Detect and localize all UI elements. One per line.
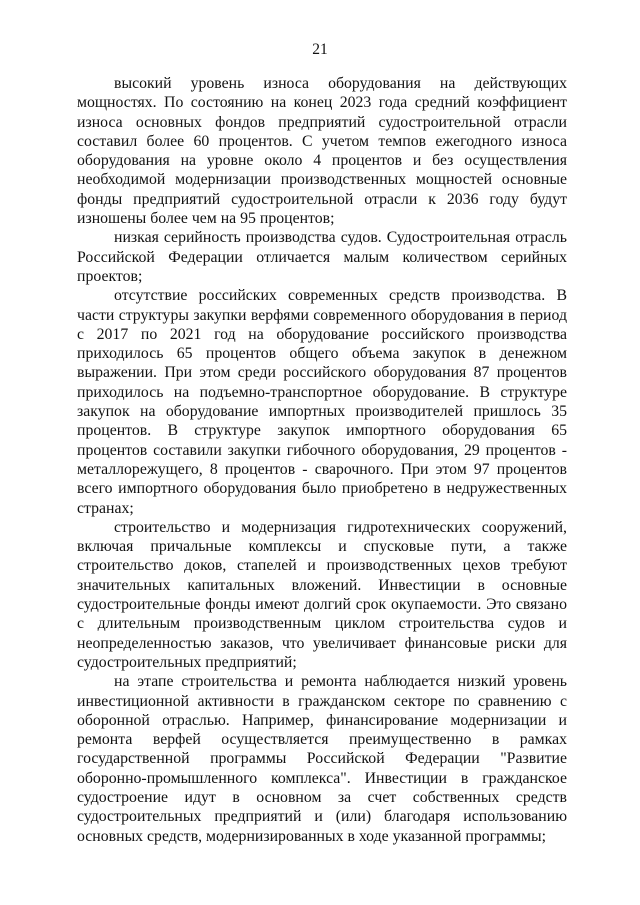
paragraph-low-serial-production: низкая серийность производства судов. Судостроительная отрасль Российской Федерации отличается малым количеством серийных проектов; — [77, 229, 567, 285]
paragraph-hydraulic-structures-investment: строительство и модернизация гидротехнических сооружений, включая причальные комплексы и спусковые пути, а также строительство доков, стапелей и производственных цехов требуют значительных капитальных вложений. Инвестиции в основные судостроительные фонды имеют долгий срок окупаемости. Это связано с длительным производственным циклом строительства судов и неопределенностью заказов, что увеличивает финансовые риски для судостроительных предприятий; — [77, 518, 567, 671]
paragraph-civil-sector-investment: на этапе строительства и ремонта наблюдается низкий уровень инвестиционной активности в гражданском секторе по сравнению с оборонной отраслью. Например, финансирование модернизации и ремонта верфей осуществляется преимущественно в рамках государственной программы Российской Федерации "Развитие оборонно-промышленного комплекса". Инвестиции в гражданское судостроение идут в основном за счет собственных средств судостроительных предприятий и (или) благодаря использованию основных средств, модернизированных в ходе указанной программы; — [77, 673, 567, 845]
body-text — [77, 74, 567, 846]
paragraph-equipment-wear: высокий уровень износа оборудования на действующих мощностях. По состоянию на конец 2023 года средний коэффициент износа основных фондов предприятий судостроительной отрасли составил более 60 процентов. С учетом темпов ежегодного износа оборудования на уровне около 4 процентов и без осуществления необходимой модернизации производственных мощностей основные фонды предприятий судостроительной отрасли к 2036 году будут изношены более чем на 95 процентов; — [77, 75, 567, 228]
paragraph-lack-of-domestic-equipment: отсутствие российских современных средств производства. В части структуры закупки верфями современного оборудования в период с 2017 по 2021 год на оборудование российского производства приходилось 65 процентов общего объема закупок в денежном выражении. При этом среди российского оборудования 87 процентов приходилось на подъемно-транспортное оборудование. В структуре закупок на оборудование импортных производителей пришлось 35 процентов. В структуре закупок импортного оборудования 65 процентов составили закупки гибочного оборудования, 29 процентов - металлорежущего, 8 процентов - сварочного. При этом 97 процентов всего импортного оборудования было приобретено в недружественных странах; — [77, 287, 567, 517]
page-number: 21 — [312, 41, 328, 58]
